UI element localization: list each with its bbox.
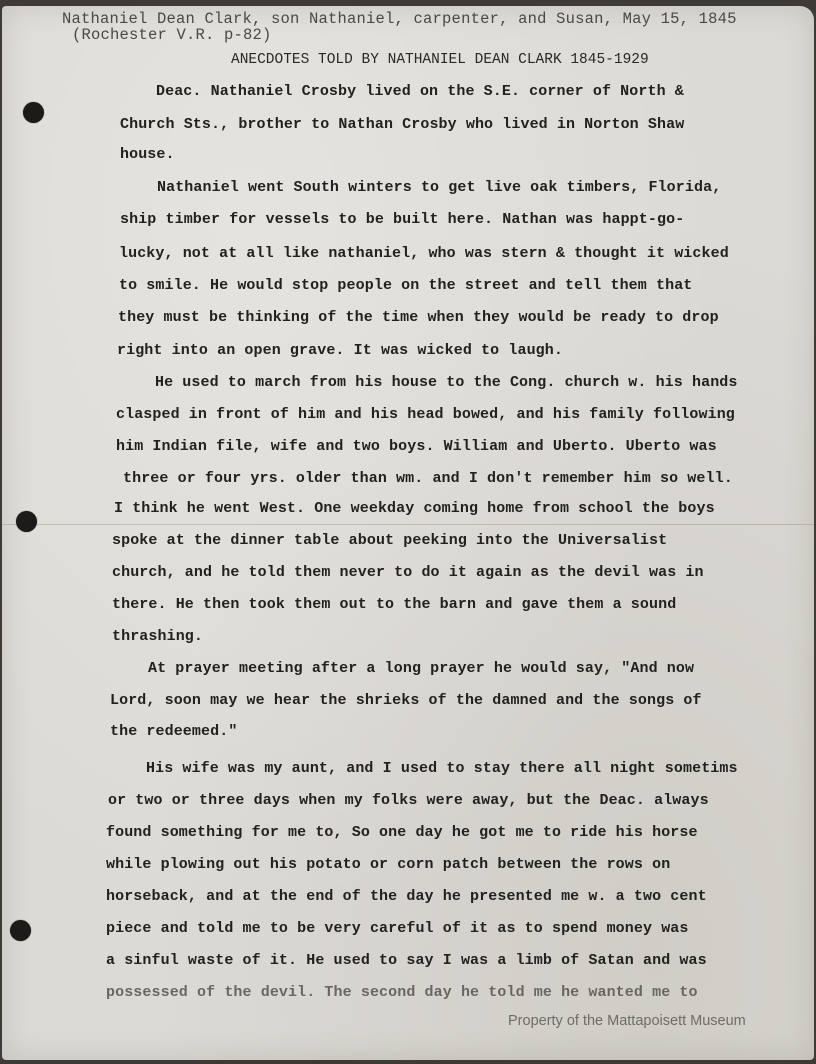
text-line: lucky, not at all like nathaniel, who was stern & thought it wicked: [119, 245, 729, 262]
text-line: Deac. Nathaniel Crosby lived on the S.E. corner of North &: [156, 83, 684, 100]
text-line: He used to march from his house to the Cong. church w. his hands: [155, 374, 738, 391]
text-line: thrashing.: [112, 628, 204, 645]
binder-hole-bottom: [10, 920, 31, 941]
text-line: or two or three days when my folks were away, but the Deac. always: [108, 792, 709, 809]
text-line: church, and he told them never to do it again as the devil was in: [112, 564, 704, 581]
text-line: I think he went West. One weekday coming home from school the boys: [114, 500, 715, 517]
header-line-1: Nathaniel Dean Clark, son Nathaniel, carpenter, and Susan, May 15, 1845: [62, 10, 737, 28]
text-line: Church Sts., brother to Nathan Crosby who lived in Norton Shaw: [120, 116, 685, 133]
text-line: right into an open grave. It was wicked to laugh.: [117, 342, 563, 359]
document-page: [2, 6, 814, 1060]
text-line: piece and told me to be very careful of it as to spend money was: [106, 920, 689, 937]
text-line: ship timber for vessels to be built here. Nathan was happt-go-: [120, 211, 685, 228]
binder-hole-top: [23, 102, 44, 123]
text-line: Lord, soon may we hear the shrieks of the damned and the songs of: [110, 692, 702, 709]
text-line: a sinful waste of it. He used to say I was a limb of Satan and was: [106, 952, 707, 969]
text-line: At prayer meeting after a long prayer he would say, "And now: [148, 660, 695, 677]
text-line: to smile. He would stop people on the street and tell them that: [119, 277, 693, 294]
text-line: horseback, and at the end of the day he presented me w. a two cent: [106, 888, 707, 905]
text-line: spoke at the dinner table about peeking into the Universalist: [112, 532, 668, 549]
document-title: ANECDOTES TOLD BY NATHANIEL DEAN CLARK 1845-1929: [231, 52, 649, 68]
text-line: Nathaniel went South winters to get live oak timbers, Florida,: [157, 179, 722, 196]
text-line: they must be thinking of the time when they would be ready to drop: [118, 309, 719, 326]
header-line-2: (Rochester V.R. p-82): [72, 26, 272, 44]
text-line: while plowing out his potato or corn patch between the rows on: [106, 856, 671, 873]
text-line: him Indian file, wife and two boys. William and Uberto. Uberto was: [116, 438, 717, 455]
text-line: house.: [120, 146, 175, 163]
text-line: there. He then took them out to the barn and gave them a sound: [112, 596, 677, 613]
museum-watermark: Property of the Mattapoisett Museum: [508, 1013, 746, 1029]
binder-hole-middle: [16, 511, 37, 532]
text-line: possessed of the devil. The second day he told me he wanted me to: [106, 984, 698, 1001]
text-line: His wife was my aunt, and I used to stay there all night sometims: [146, 760, 738, 777]
page-fold-crease: [2, 524, 814, 525]
text-line: found something for me to, So one day he got me to ride his horse: [106, 824, 698, 841]
text-line: clasped in front of him and his head bowed, and his family following: [116, 406, 735, 423]
text-line: the redeemed.": [110, 723, 238, 740]
text-line: three or four yrs. older than wm. and I don't remember him so well.: [123, 470, 733, 487]
